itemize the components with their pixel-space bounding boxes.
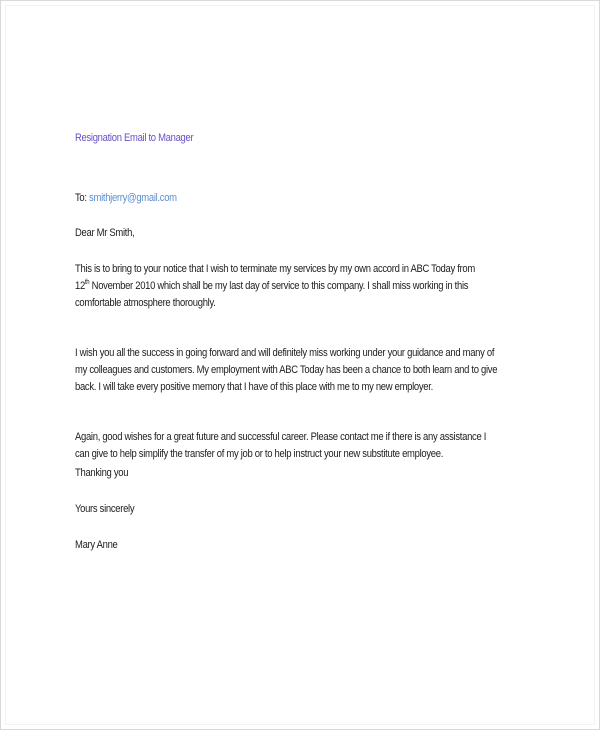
salutation: Dear Mr Smith, — [75, 227, 135, 239]
paragraph-3-line-1: Again, good wishes for a great future and successful career. Please contact me if there is any assistance I — [75, 431, 487, 443]
paragraph-1-line-2: 12th November 2010 which shall be my last day of service to this company. I shall miss working in this — [75, 279, 469, 292]
paragraph-2-line-3: back. I will take every positive memory that I have of this place with me to my new employer. — [75, 381, 433, 393]
paragraph-2-line-1: I wish you all the success in going forward and will definitely miss working under your guidance and many of — [75, 347, 495, 359]
paragraph-3 — [75, 429, 486, 463]
recipient-line — [75, 191, 177, 205]
paragraph-2-line-2: my colleagues and customers. My employment with ABC Today has been a chance to both learn and to give — [75, 364, 498, 376]
to-label: To: — [75, 192, 87, 204]
paragraph-3-line-2: can give to help simplify the transfer of my job or to help instruct your new substitute employee. — [75, 448, 444, 460]
recipient-email-link[interactable]: smithjerry@gmail.com — [89, 192, 177, 204]
signature: Mary Anne — [75, 539, 118, 551]
paragraph-1 — [75, 261, 475, 312]
document-title: Resignation Email to Manager — [75, 132, 194, 144]
paragraph-1-line-1: This is to bring to your notice that I wish to terminate my services by my own accord in ABC Today from — [75, 263, 475, 275]
letter-content — [75, 131, 535, 551]
paragraph-2 — [75, 345, 497, 396]
closing-thanks: Thanking you — [75, 467, 129, 479]
closing-sincerely: Yours sincerely — [75, 503, 135, 515]
paragraph-1-line-3: comfortable atmosphere thoroughly. — [75, 297, 216, 309]
